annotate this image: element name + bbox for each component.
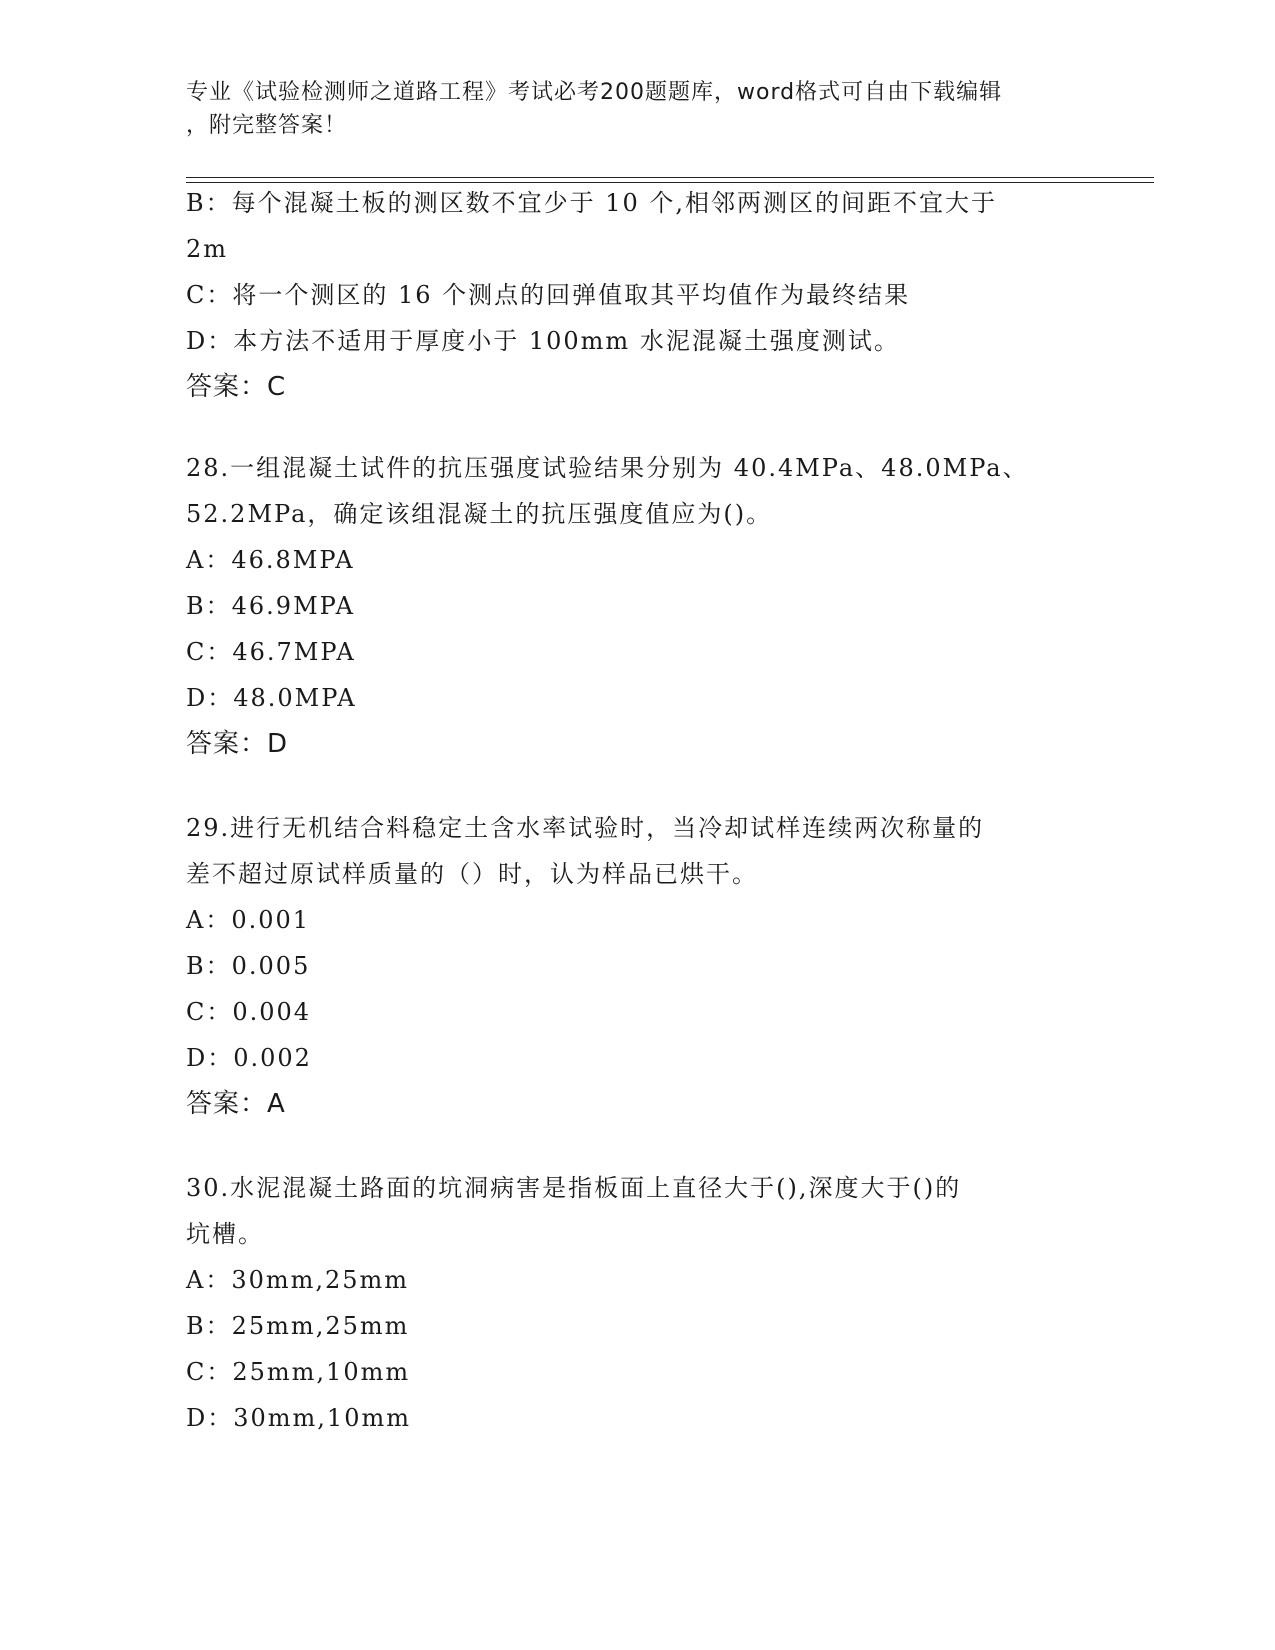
question-stem-line2: 坑槽。 <box>186 1220 264 1248</box>
option-d: D：30mm,10mm <box>186 1404 411 1432</box>
question-stem-line1: 30.水泥混凝土路面的坑洞病害是指板面上直径大于(),深度大于()的 <box>186 1174 962 1202</box>
question-stem-line1: 29.进行无机结合料稳定土含水率试验时，当冷却试样连续两次称量的 <box>186 814 985 842</box>
option-b: B：0.005 <box>186 952 311 980</box>
header-title-line2: ，附完整答案！ <box>186 113 348 138</box>
answer: 答案：C <box>186 372 287 402</box>
answer: 答案：A <box>186 1089 286 1119</box>
option-d: D：0.002 <box>186 1044 312 1072</box>
option-a: A：30mm,25mm <box>186 1266 410 1294</box>
option-a: A：46.8MPA <box>186 546 355 574</box>
option-b-line1: B：每个混凝土板的测区数不宜少于 10 个,相邻两测区的间距不宜大于 <box>186 189 998 217</box>
question-29 <box>186 805 1086 1127</box>
option-b: B：46.9MPA <box>186 592 355 620</box>
option-a: A：0.001 <box>186 906 311 934</box>
option-b-line2: 2m <box>186 235 229 263</box>
document-header <box>186 76 1086 142</box>
option-b: B：25mm,25mm <box>186 1312 410 1340</box>
header-title-line1: 专业《试验检测师之道路工程》考试必考200题题库，word格式可自由下载编辑 <box>186 80 1003 105</box>
answer: 答案：D <box>186 729 289 759</box>
option-c: C：25mm,10mm <box>186 1358 411 1386</box>
question-28 <box>186 445 1086 767</box>
question-stem-line1: 28.一组混凝土试件的抗压强度试验结果分别为 40.4MPa、48.0MPa、 <box>186 454 1029 482</box>
option-d: D：本方法不适用于厚度小于 100mm 水泥混凝土强度测试。 <box>186 327 900 355</box>
question-27-tail <box>186 180 1086 410</box>
option-c: C：0.004 <box>186 998 312 1026</box>
header-divider-top <box>186 177 1154 178</box>
option-c: C：46.7MPA <box>186 638 356 666</box>
question-stem-line2: 差不超过原试样质量的（）时，认为样品已烘干。 <box>186 860 758 888</box>
option-c: C：将一个测区的 16 个测点的回弹值取其平均值作为最终结果 <box>186 281 911 309</box>
question-30 <box>186 1165 1086 1441</box>
option-d: D：48.0MPA <box>186 684 357 712</box>
question-stem-line2: 52.2MPa，确定该组混凝土的抗压强度值应为()。 <box>186 500 773 528</box>
